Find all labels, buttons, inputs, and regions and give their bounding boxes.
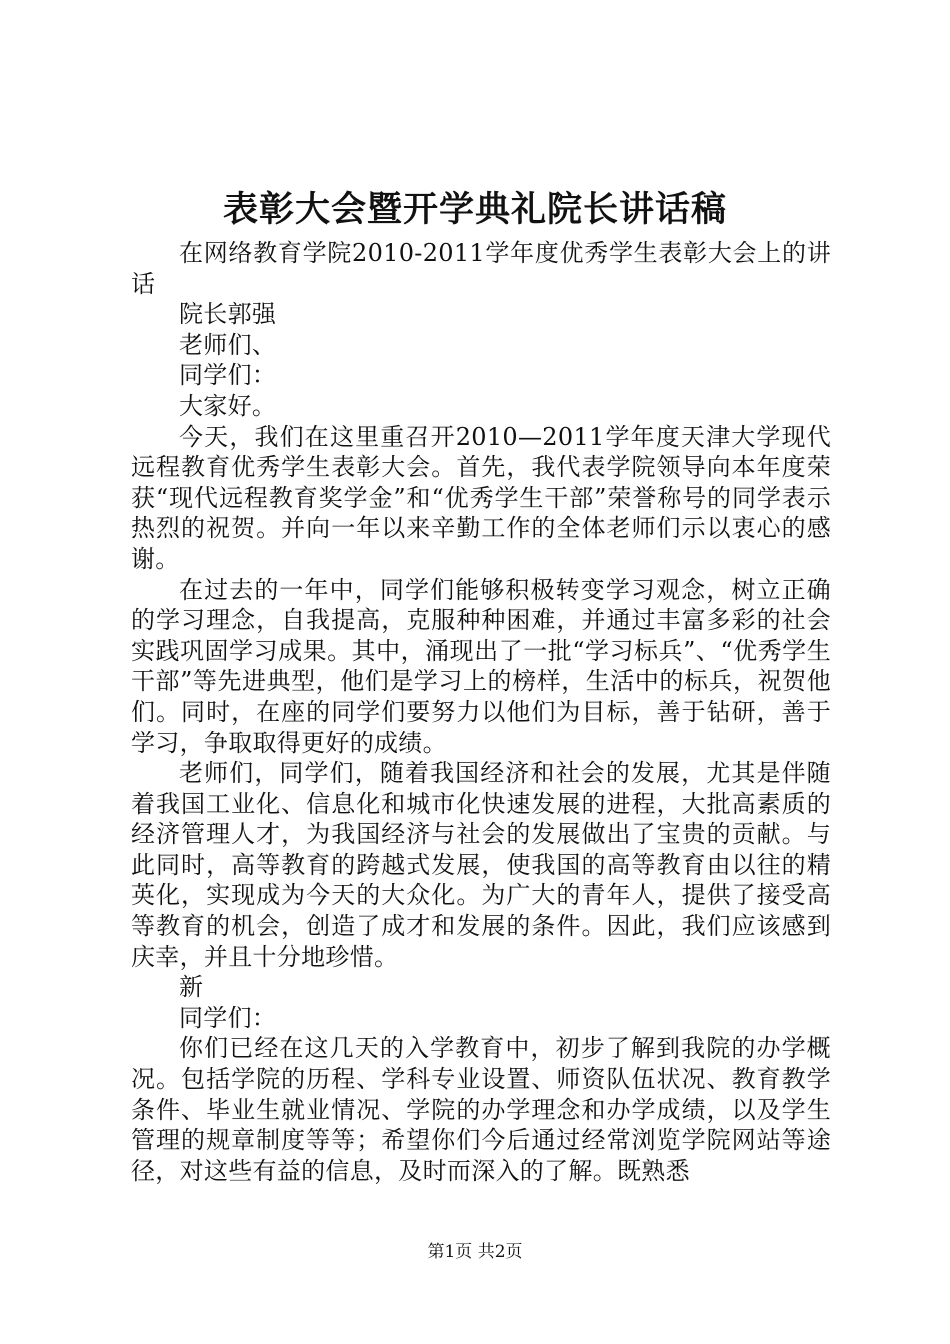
paragraph: 在网络教育学院2010-2011学年度优秀学生表彰大会上的讲话 (131, 239, 831, 298)
paragraph: 新 (179, 973, 204, 1002)
paragraph: 你们已经在这几天的入学教育中，初步了解到我院的办学概况。包括学院的历程、学科专业设置、师资队伍状况、教育教学条件、毕业生就业情况、学院的办学理念和办学成绩，以及学生管理的规章制度等等；希望你们今后通过经常浏览学院网站等途径，对这些有益的信息，及时而深入的了解。既熟悉 (131, 1034, 831, 1185)
paragraph: 院长郭强 (179, 300, 277, 329)
paragraph: 同学们： (179, 361, 277, 390)
paragraph: 在过去的一年中，同学们能够积极转变学习观念，树立正确的学习理念，自我提高，克服种种困难，并通过丰富多彩的社会实践巩固学习成果。其中，涌现出了一批“学习标兵”、“优秀学生干部”等先进典型，他们是学习上的榜样，生活中的标兵，祝贺他们。同时，在座的同学们要努力以他们为目标，善于钻研，善于学习，争取取得更好的成绩。 (131, 575, 831, 757)
document-body (131, 238, 831, 1186)
document-title: 表彰大会暨开学典礼院长讲话稿 (222, 189, 727, 230)
paragraph: 同学们： (179, 1003, 277, 1032)
paragraph: 老师们，同学们，随着我国经济和社会的发展，尤其是伴随着我国工业化、信息化和城市化快速发展的进程，大批高素质的经济管理人才，为我国经济与社会的发展做出了宝贵的贡献。与此同时，高等教育的跨越式发展，使我国的高等教育由以往的精英化，实现成为今天的大众化。为广大的青年人，提供了接受高等教育的机会，创造了成才和发展的条件。因此，我们应该感到庆幸，并且十分地珍惜。 (131, 759, 831, 971)
paragraph: 今天，我们在这里重召开2010—2011学年度天津大学现代远程教育优秀学生表彰大会。首先，我代表学院领导向本年度荣获“现代远程教育奖学金”和“优秀学生干部”荣誉称号的同学表示热烈的祝贺。并向一年以来辛勤工作的全体老师们示以衷心的感谢。 (131, 422, 831, 573)
paragraph: 大家好。 (179, 391, 277, 420)
paragraph: 老师们、 (179, 330, 277, 359)
page-number-footer: 第1页 共2页 (427, 1242, 523, 1262)
